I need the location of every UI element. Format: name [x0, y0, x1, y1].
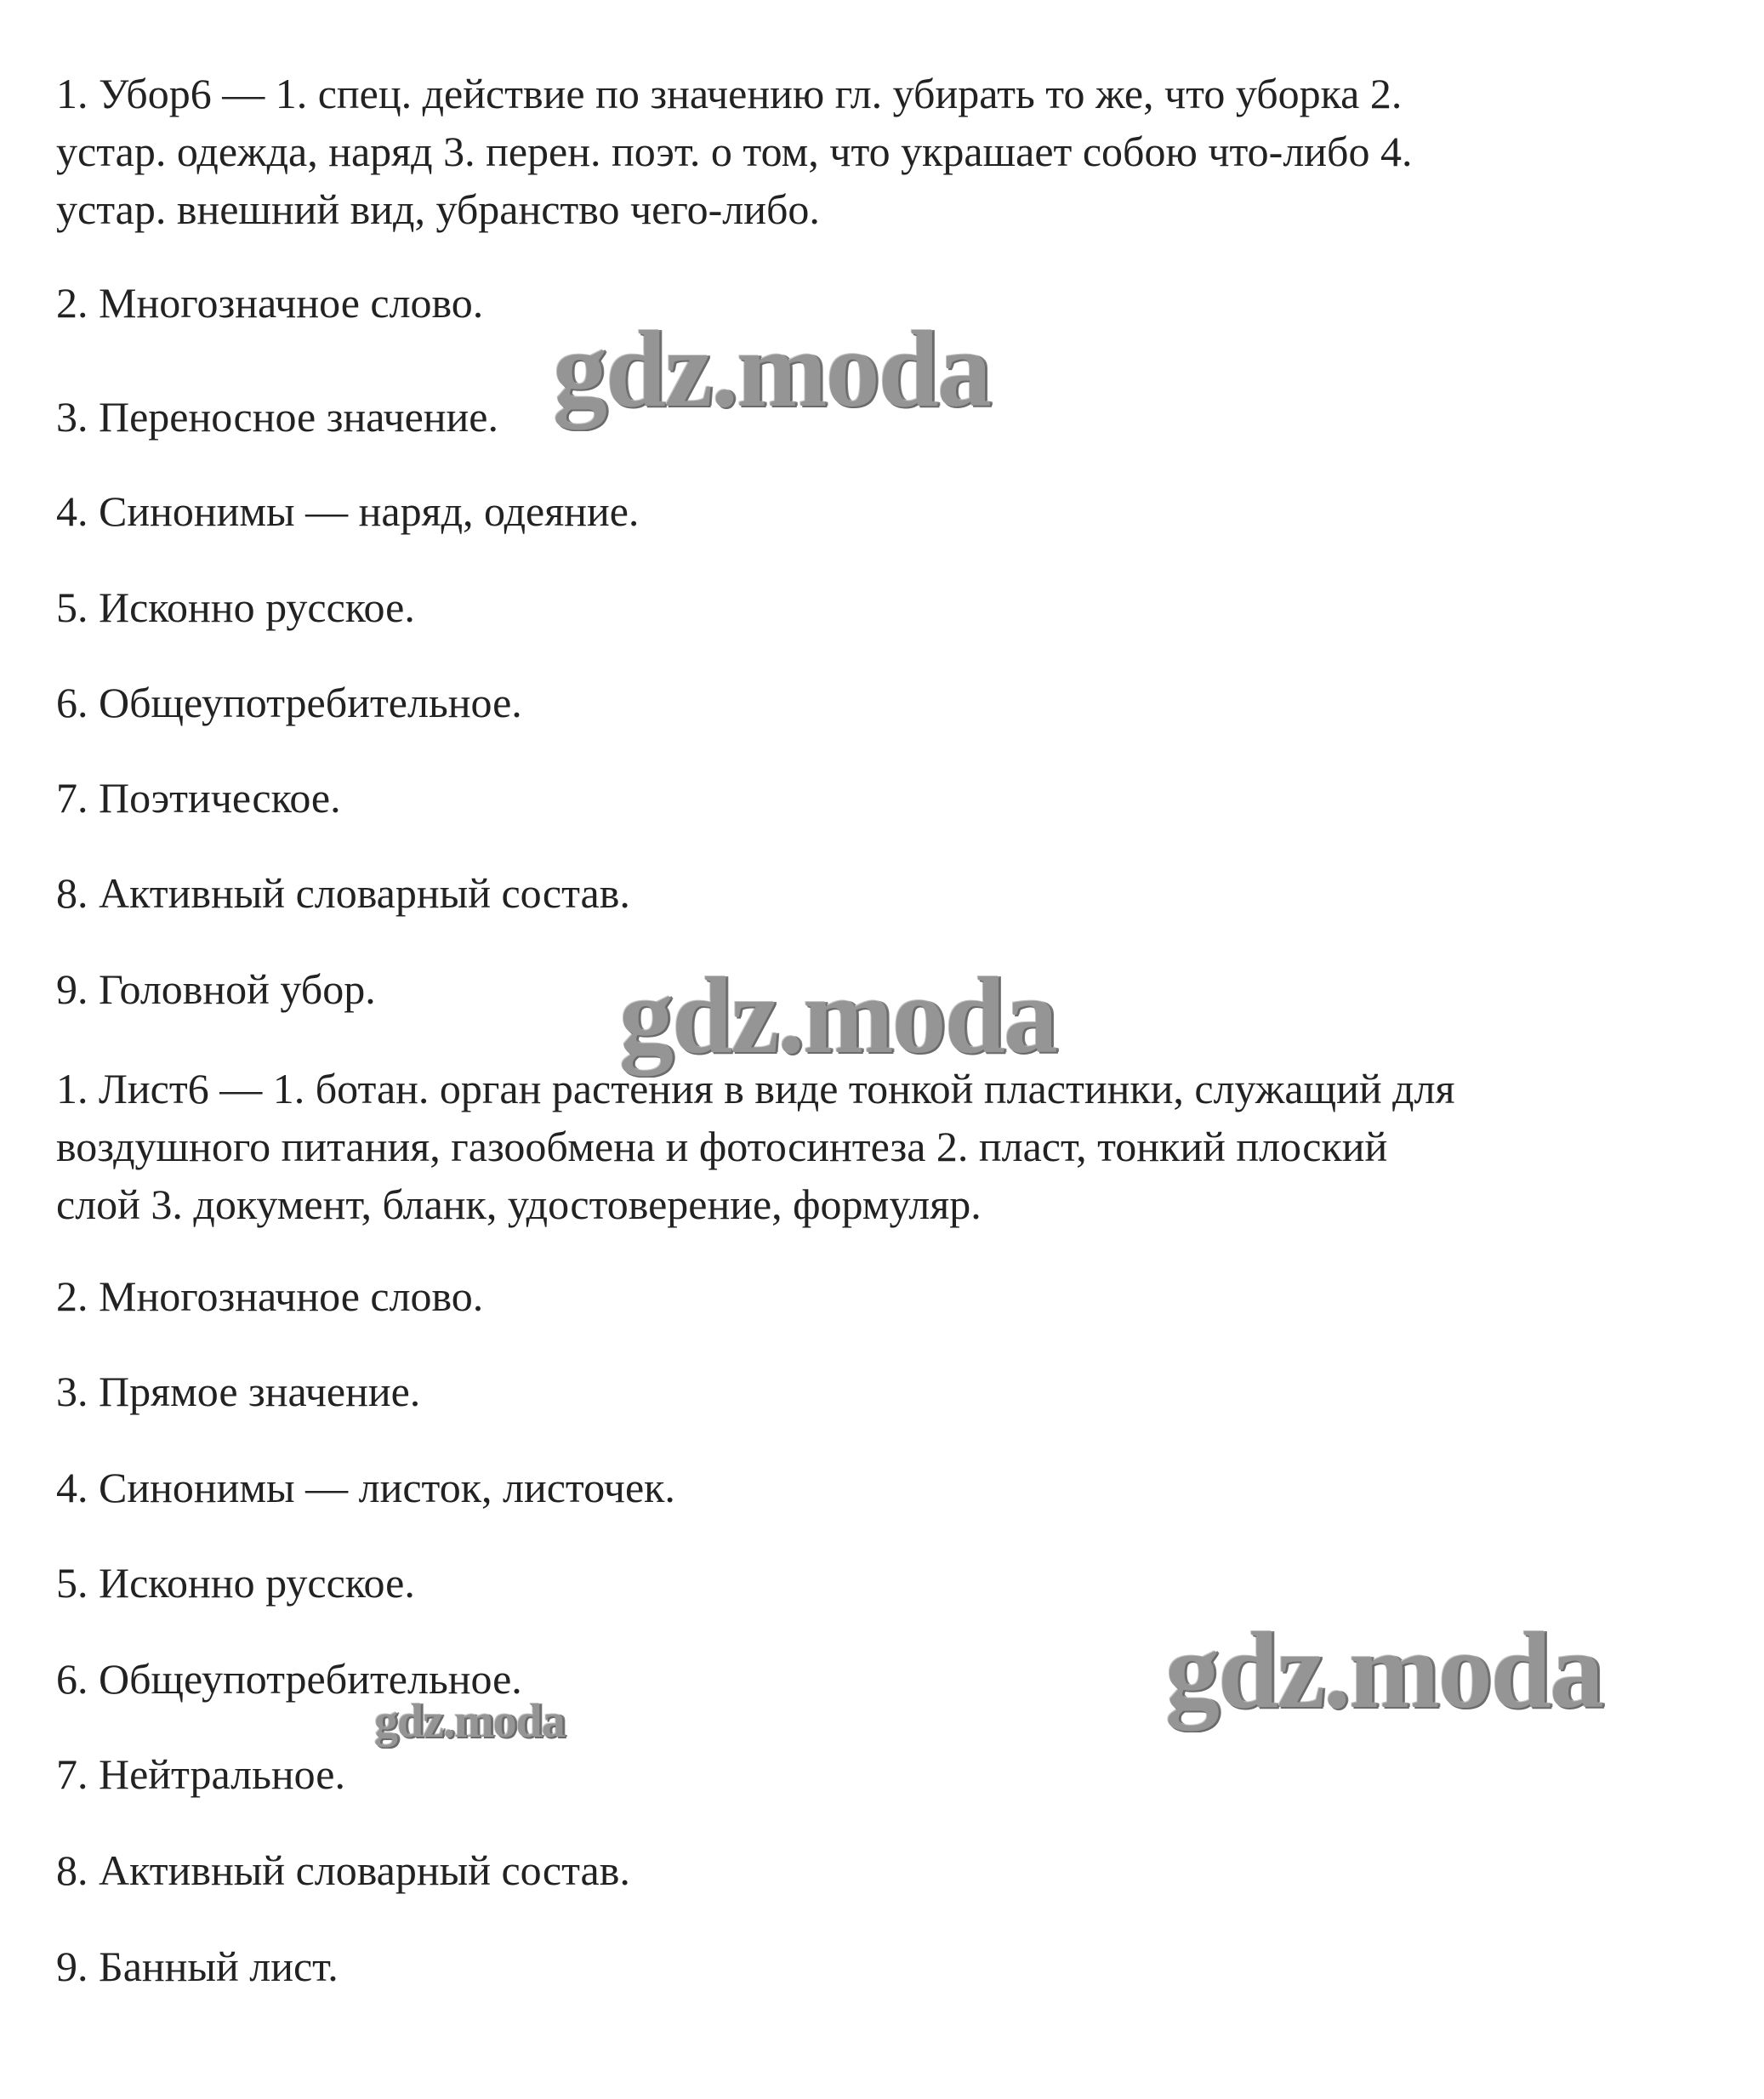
- list-item: 7. Нейтральное.: [56, 1750, 345, 1798]
- definition-line: 1. Убор6 — 1. спец. действие по значению гл. убирать то же, что уборка 2.: [56, 70, 1403, 117]
- list-item: 7. Поэтическое.: [56, 774, 341, 822]
- list-item: 9. Головной убор.: [56, 965, 376, 1013]
- list-item: 2. Многозначное слово.: [56, 279, 484, 327]
- watermark-logo: gdz.moda: [553, 309, 990, 429]
- list-item: 6. Общеупотребительное.: [56, 1655, 522, 1703]
- watermark-logo: gdz.moda: [1165, 1610, 1602, 1731]
- list-item: 6. Общеупотребительное.: [56, 679, 522, 726]
- list-item: 3. Переносное значение.: [56, 393, 498, 441]
- list-item: 4. Синонимы — листок, листочек.: [56, 1464, 675, 1511]
- definition-line: слой 3. документ, бланк, удостоверение, формуляр.: [56, 1180, 982, 1228]
- definition-line: воздушного питания, газообмена и фотосинтеза 2. пласт, тонкий плоский: [56, 1123, 1388, 1170]
- list-item: 3. Прямое значение.: [56, 1368, 421, 1415]
- list-item: 9. Банный лист.: [56, 1943, 339, 1990]
- list-item: 8. Активный словарный состав.: [56, 1846, 630, 1894]
- list-item: 5. Исконно русское.: [56, 583, 415, 631]
- list-item: 4. Синонимы — наряд, одеяние.: [56, 487, 640, 535]
- definition-line: устар. внешний вид, убранство чего-либо.: [56, 185, 820, 233]
- list-item: 8. Активный словарный состав.: [56, 869, 630, 917]
- definition-line: устар. одежда, наряд 3. перен. поэт. о том, что украшает собою что-либо 4.: [56, 128, 1413, 175]
- definition-paragraph-ubor: [56, 65, 1723, 238]
- watermark-logo: gdz.moda: [619, 955, 1056, 1076]
- list-item: 2. Многозначное слово.: [56, 1272, 484, 1320]
- definition-paragraph-list: [56, 1060, 1723, 1233]
- list-item: 5. Исконно русское.: [56, 1559, 415, 1607]
- watermark-logo: gdz.moda: [374, 1695, 565, 1748]
- definition-line: 1. Лист6 — 1. ботан. орган растения в виде тонкой пластинки, служащий для: [56, 1065, 1455, 1112]
